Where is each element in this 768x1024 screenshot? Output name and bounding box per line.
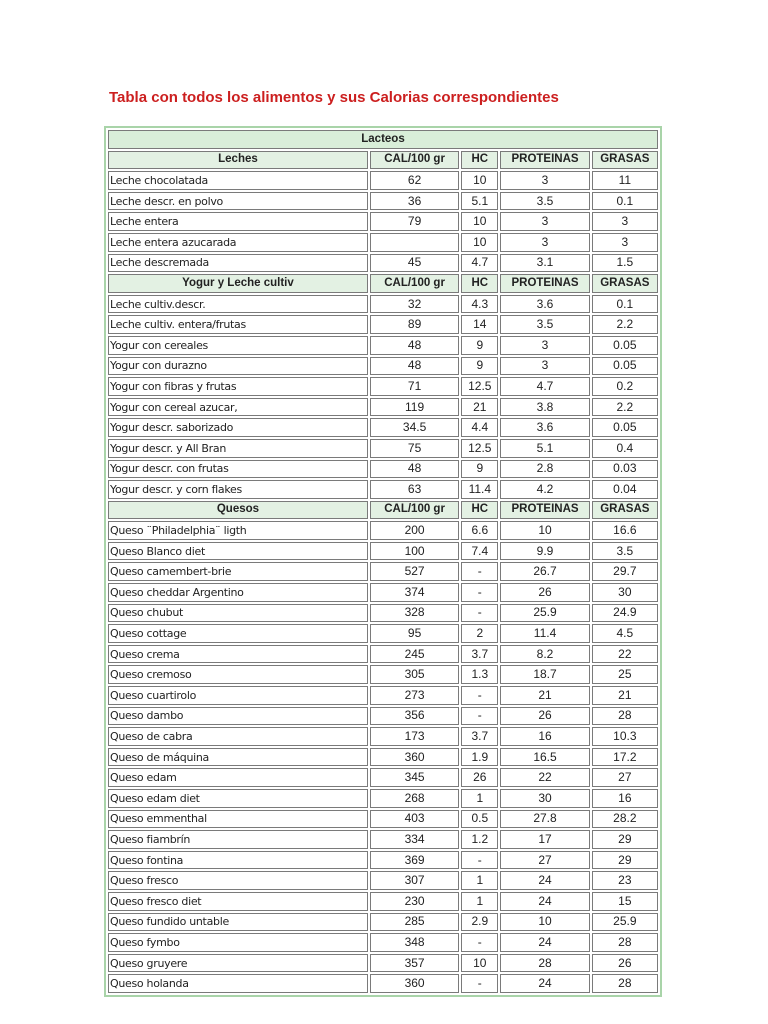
table-row	[108, 913, 658, 932]
value-cell: 27.8	[500, 810, 589, 829]
value-cell: 5.1	[461, 192, 498, 211]
value-cell: 374	[370, 583, 459, 602]
value-cell: 24	[500, 974, 589, 993]
table-row	[108, 810, 658, 829]
value-cell: 0.03	[592, 460, 658, 479]
value-cell: 0.05	[592, 336, 658, 355]
value-cell: 34.5	[370, 418, 459, 437]
table-caption: Lacteos	[108, 130, 658, 149]
table-row	[108, 665, 658, 684]
value-cell: 18.7	[500, 665, 589, 684]
value-cell: 62	[370, 171, 459, 190]
section-header-row	[108, 151, 658, 170]
food-name-cell: Yogur descr. y corn flakes	[108, 480, 368, 499]
value-cell: 4.5	[592, 624, 658, 643]
table-row	[108, 521, 658, 540]
value-cell: 3.5	[500, 315, 589, 334]
food-name-cell: Leche descr. en polvo	[108, 192, 368, 211]
food-name-cell: Queso edam diet	[108, 789, 368, 808]
value-cell: -	[461, 686, 498, 705]
value-cell: 16	[500, 727, 589, 746]
table-row	[108, 171, 658, 190]
value-cell: 36	[370, 192, 459, 211]
value-cell: 24	[500, 892, 589, 911]
food-name-cell: Yogur con durazno	[108, 357, 368, 376]
food-name-cell: Leche cultiv.descr.	[108, 295, 368, 314]
value-cell: 9	[461, 460, 498, 479]
value-cell: 8.2	[500, 645, 589, 664]
table-row	[108, 583, 658, 602]
food-name-cell: Queso dambo	[108, 707, 368, 726]
food-name-cell: Queso gruyere	[108, 954, 368, 973]
section-name: Leches	[108, 151, 368, 170]
value-cell: 3.8	[500, 398, 589, 417]
food-name-cell: Queso fymbo	[108, 933, 368, 952]
value-cell: 21	[592, 686, 658, 705]
value-cell: 0.04	[592, 480, 658, 499]
value-cell: 28	[500, 954, 589, 973]
value-cell: 25.9	[500, 604, 589, 623]
value-cell: 23	[592, 871, 658, 890]
food-name-cell: Queso cheddar Argentino	[108, 583, 368, 602]
value-cell: 11.4	[461, 480, 498, 499]
food-name-cell: Queso holanda	[108, 974, 368, 993]
food-name-cell: Queso ¨Philadelphia¨ ligth	[108, 521, 368, 540]
value-cell: 7.4	[461, 542, 498, 561]
table-row	[108, 707, 658, 726]
table-row	[108, 768, 658, 787]
value-cell: 29	[592, 830, 658, 849]
table-row	[108, 439, 658, 458]
value-cell: 403	[370, 810, 459, 829]
value-cell: 173	[370, 727, 459, 746]
value-cell: 48	[370, 357, 459, 376]
value-cell: 28	[592, 707, 658, 726]
column-header: PROTEINAS	[500, 501, 589, 520]
table-row	[108, 974, 658, 993]
food-name-cell: Queso de cabra	[108, 727, 368, 746]
value-cell: 3.6	[500, 295, 589, 314]
value-cell: 3	[500, 336, 589, 355]
value-cell: 0.5	[461, 810, 498, 829]
value-cell	[370, 233, 459, 252]
value-cell: 3.7	[461, 727, 498, 746]
food-name-cell: Yogur con fibras y frutas	[108, 377, 368, 396]
value-cell: 27	[500, 851, 589, 870]
value-cell: 17	[500, 830, 589, 849]
value-cell: 10	[461, 233, 498, 252]
value-cell: 2.2	[592, 398, 658, 417]
value-cell: 10	[461, 212, 498, 231]
value-cell: 27	[592, 768, 658, 787]
value-cell: 1.9	[461, 748, 498, 767]
column-header: GRASAS	[592, 501, 658, 520]
value-cell: 16.5	[500, 748, 589, 767]
value-cell: 285	[370, 913, 459, 932]
column-header: CAL/100 gr	[370, 274, 459, 293]
value-cell: 334	[370, 830, 459, 849]
table-row	[108, 295, 658, 314]
value-cell: 3.5	[592, 542, 658, 561]
value-cell: -	[461, 933, 498, 952]
page-title: Tabla con todos los alimentos y sus Calorias correspondientes	[109, 89, 559, 106]
value-cell: 22	[592, 645, 658, 664]
value-cell: 16.6	[592, 521, 658, 540]
value-cell: 0.05	[592, 418, 658, 437]
value-cell: 10	[461, 954, 498, 973]
food-name-cell: Queso fontina	[108, 851, 368, 870]
table-row	[108, 192, 658, 211]
food-name-cell: Queso de máquina	[108, 748, 368, 767]
table-row	[108, 748, 658, 767]
food-name-cell: Queso edam	[108, 768, 368, 787]
value-cell: 1.5	[592, 254, 658, 273]
value-cell: 79	[370, 212, 459, 231]
value-cell: 3.6	[500, 418, 589, 437]
table-row	[108, 480, 658, 499]
value-cell: 328	[370, 604, 459, 623]
value-cell: 9	[461, 336, 498, 355]
nutrition-table	[106, 128, 660, 995]
food-name-cell: Queso fundido untable	[108, 913, 368, 932]
value-cell: 305	[370, 665, 459, 684]
value-cell: -	[461, 562, 498, 581]
value-cell: 273	[370, 686, 459, 705]
value-cell: 5.1	[500, 439, 589, 458]
value-cell: 119	[370, 398, 459, 417]
column-header: HC	[461, 151, 498, 170]
value-cell: 48	[370, 460, 459, 479]
value-cell: 30	[592, 583, 658, 602]
value-cell: 230	[370, 892, 459, 911]
value-cell: 15	[592, 892, 658, 911]
value-cell: 10	[500, 521, 589, 540]
value-cell: 16	[592, 789, 658, 808]
value-cell: 26	[461, 768, 498, 787]
value-cell: 348	[370, 933, 459, 952]
value-cell: 24	[500, 871, 589, 890]
food-name-cell: Yogur con cereales	[108, 336, 368, 355]
value-cell: 0.2	[592, 377, 658, 396]
food-name-cell: Queso emmenthal	[108, 810, 368, 829]
value-cell: 3	[500, 171, 589, 190]
food-name-cell: Leche entera	[108, 212, 368, 231]
value-cell: 11.4	[500, 624, 589, 643]
value-cell: 1	[461, 871, 498, 890]
table-row	[108, 686, 658, 705]
value-cell: 360	[370, 974, 459, 993]
food-name-cell: Queso camembert-brie	[108, 562, 368, 581]
food-name-cell: Yogur descr. saborizado	[108, 418, 368, 437]
food-name-cell: Leche descremada	[108, 254, 368, 273]
value-cell: 22	[500, 768, 589, 787]
value-cell: 2	[461, 624, 498, 643]
value-cell: 360	[370, 748, 459, 767]
value-cell: 14	[461, 315, 498, 334]
column-header: HC	[461, 501, 498, 520]
value-cell: 30	[500, 789, 589, 808]
food-name-cell: Leche cultiv. entera/frutas	[108, 315, 368, 334]
value-cell: 0.1	[592, 295, 658, 314]
value-cell: 268	[370, 789, 459, 808]
section-header-row	[108, 501, 658, 520]
value-cell: 527	[370, 562, 459, 581]
column-header: GRASAS	[592, 274, 658, 293]
table-row	[108, 542, 658, 561]
table-row	[108, 645, 658, 664]
food-name-cell: Leche entera azucarada	[108, 233, 368, 252]
food-name-cell: Yogur con cereal azucar,	[108, 398, 368, 417]
value-cell: 71	[370, 377, 459, 396]
value-cell: 357	[370, 954, 459, 973]
table-row	[108, 315, 658, 334]
column-header: PROTEINAS	[500, 151, 589, 170]
column-header: CAL/100 gr	[370, 501, 459, 520]
value-cell: 3	[500, 233, 589, 252]
food-name-cell: Queso cremoso	[108, 665, 368, 684]
table-row	[108, 789, 658, 808]
table-row	[108, 357, 658, 376]
table-row	[108, 460, 658, 479]
value-cell: 4.2	[500, 480, 589, 499]
food-name-cell: Queso crema	[108, 645, 368, 664]
value-cell: 48	[370, 336, 459, 355]
value-cell: 9.9	[500, 542, 589, 561]
value-cell: 1.2	[461, 830, 498, 849]
section-name: Yogur y Leche cultiv	[108, 274, 368, 293]
value-cell: 3.1	[500, 254, 589, 273]
value-cell: 12.5	[461, 377, 498, 396]
value-cell: -	[461, 851, 498, 870]
value-cell: -	[461, 707, 498, 726]
value-cell: 200	[370, 521, 459, 540]
value-cell: 0.4	[592, 439, 658, 458]
section-header-row	[108, 274, 658, 293]
value-cell: 3	[592, 212, 658, 231]
value-cell: 0.05	[592, 357, 658, 376]
value-cell: 4.3	[461, 295, 498, 314]
value-cell: 0.1	[592, 192, 658, 211]
food-name-cell: Yogur descr. y All Bran	[108, 439, 368, 458]
table-row	[108, 954, 658, 973]
value-cell: 21	[500, 686, 589, 705]
value-cell: 29	[592, 851, 658, 870]
value-cell: 26	[592, 954, 658, 973]
table-row	[108, 418, 658, 437]
value-cell: -	[461, 583, 498, 602]
value-cell: 32	[370, 295, 459, 314]
table-row	[108, 933, 658, 952]
table-row	[108, 624, 658, 643]
value-cell: -	[461, 974, 498, 993]
value-cell: 45	[370, 254, 459, 273]
food-name-cell: Queso fresco	[108, 871, 368, 890]
column-header: PROTEINAS	[500, 274, 589, 293]
value-cell: 3.5	[500, 192, 589, 211]
food-name-cell: Leche chocolatada	[108, 171, 368, 190]
table-row	[108, 851, 658, 870]
value-cell: 29.7	[592, 562, 658, 581]
table-row	[108, 336, 658, 355]
table-row	[108, 398, 658, 417]
value-cell: 24.9	[592, 604, 658, 623]
table-row	[108, 212, 658, 231]
value-cell: 17.2	[592, 748, 658, 767]
value-cell: 3	[500, 212, 589, 231]
value-cell: 26	[500, 707, 589, 726]
food-name-cell: Queso Blanco diet	[108, 542, 368, 561]
table-row	[108, 604, 658, 623]
value-cell: 1	[461, 789, 498, 808]
value-cell: 3	[500, 357, 589, 376]
value-cell: 3.7	[461, 645, 498, 664]
table-row	[108, 377, 658, 396]
value-cell: 6.6	[461, 521, 498, 540]
table-row	[108, 254, 658, 273]
value-cell: 2.8	[500, 460, 589, 479]
value-cell: 12.5	[461, 439, 498, 458]
food-name-cell: Queso chubut	[108, 604, 368, 623]
food-name-cell: Queso cuartirolo	[108, 686, 368, 705]
value-cell: 1	[461, 892, 498, 911]
column-header: GRASAS	[592, 151, 658, 170]
value-cell: 356	[370, 707, 459, 726]
value-cell: 307	[370, 871, 459, 890]
food-name-cell: Queso fresco diet	[108, 892, 368, 911]
value-cell: 369	[370, 851, 459, 870]
value-cell: 2.2	[592, 315, 658, 334]
value-cell: 25.9	[592, 913, 658, 932]
value-cell: 11	[592, 171, 658, 190]
value-cell: 10	[500, 913, 589, 932]
table-row	[108, 233, 658, 252]
nutrition-table-frame	[104, 126, 662, 997]
table-caption-row	[108, 130, 658, 149]
value-cell: 63	[370, 480, 459, 499]
table-row	[108, 830, 658, 849]
value-cell: 95	[370, 624, 459, 643]
food-name-cell: Queso cottage	[108, 624, 368, 643]
value-cell: 10	[461, 171, 498, 190]
table-row	[108, 727, 658, 746]
column-header: HC	[461, 274, 498, 293]
value-cell: 25	[592, 665, 658, 684]
value-cell: 4.4	[461, 418, 498, 437]
value-cell: 28.2	[592, 810, 658, 829]
value-cell: 75	[370, 439, 459, 458]
value-cell: 9	[461, 357, 498, 376]
value-cell: 2.9	[461, 913, 498, 932]
value-cell: 345	[370, 768, 459, 787]
value-cell: 28	[592, 933, 658, 952]
value-cell: 28	[592, 974, 658, 993]
table-row	[108, 562, 658, 581]
food-name-cell: Yogur descr. con frutas	[108, 460, 368, 479]
value-cell: 100	[370, 542, 459, 561]
food-name-cell: Queso fiambrín	[108, 830, 368, 849]
value-cell: 3	[592, 233, 658, 252]
value-cell: 26	[500, 583, 589, 602]
section-name: Quesos	[108, 501, 368, 520]
column-header: CAL/100 gr	[370, 151, 459, 170]
value-cell: 4.7	[500, 377, 589, 396]
value-cell: 26.7	[500, 562, 589, 581]
table-row	[108, 871, 658, 890]
value-cell: 4.7	[461, 254, 498, 273]
value-cell: 89	[370, 315, 459, 334]
value-cell: 24	[500, 933, 589, 952]
value-cell: 21	[461, 398, 498, 417]
value-cell: -	[461, 604, 498, 623]
value-cell: 1.3	[461, 665, 498, 684]
table-row	[108, 892, 658, 911]
value-cell: 10.3	[592, 727, 658, 746]
value-cell: 245	[370, 645, 459, 664]
